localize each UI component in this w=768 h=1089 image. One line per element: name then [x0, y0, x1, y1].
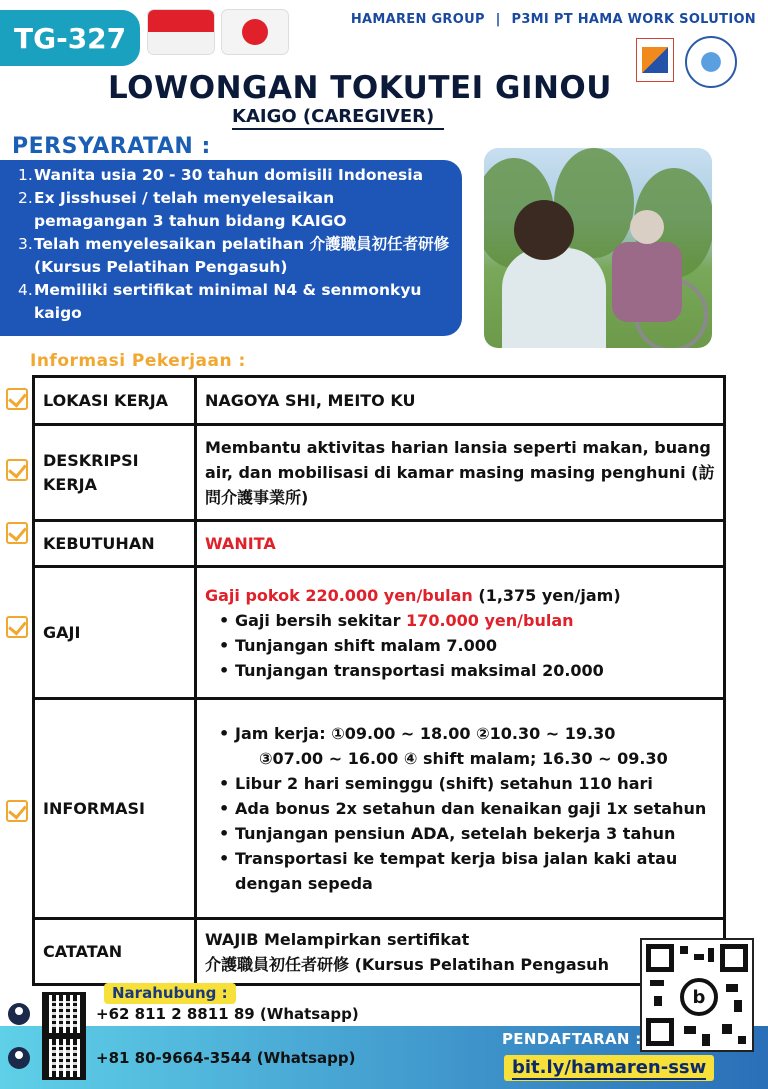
checkbox-icon [6, 388, 28, 410]
information-label: INFORMASI [34, 699, 196, 919]
checkbox-icon [6, 522, 28, 544]
contact-phone[interactable]: +62 811 2 8811 89 (Whatsapp) [96, 1005, 359, 1023]
information-value [196, 699, 725, 919]
salary-value [196, 567, 725, 699]
requirement-item: 2. Ex Jisshusei / telah menyelesaikan pemagangan 3 tahun bidang KAIGO [18, 189, 347, 230]
whatsapp-qr-code[interactable] [42, 1036, 86, 1080]
caregiver-photo [484, 148, 712, 348]
checkbox-icon [6, 800, 28, 822]
company-line [351, 12, 756, 27]
table-row [34, 377, 725, 425]
net-salary: 170.000 yen/bulan [406, 610, 574, 630]
notes-label: CATATAN [34, 919, 196, 985]
indonesia-flag-icon [148, 10, 214, 54]
list-item: • Tunjangan pensiun ADA, setelah bekerja 3 tahun [219, 821, 715, 846]
japan-flag-icon [222, 10, 288, 54]
needs-label: KEBUTUHAN [34, 521, 196, 567]
requirement-item: 3. Telah menyelesaikan pelatihan 介護職員初任者研修 (Kursus Pelatihan Pengasuh) [18, 235, 450, 276]
list-item: • Transportasi ke tempat kerja bisa jalan kaki atau dengan sepeda [219, 846, 715, 896]
location-value: NAGOYA SHI, MEITO KU [196, 377, 725, 425]
list-item: • Ada bonus 2x setahun dan kenaikan gaji 1x setahun [219, 796, 715, 821]
page-subtitle: KAIGO (CAREGIVER) [232, 106, 444, 130]
table-row [34, 425, 725, 521]
description-value: Membantu aktivitas harian lansia seperti makan, buang air, dan mobilisasi di kamar masing masing penghuni (訪問介護事業所) [196, 425, 725, 521]
checkbox-icon [6, 616, 28, 638]
table-row [34, 699, 725, 919]
list-item: • Tunjangan shift malam 7.000 [219, 633, 715, 658]
person-icon [8, 1047, 30, 1069]
notes-value: WAJIB Melampirkan sertifikat 介護職員初任者研修 (Kursus Pelatihan Pengasuh [196, 919, 725, 985]
job-code: TG-327 [14, 21, 127, 55]
company-sub: P3MI PT HAMA WORK SOLUTION [511, 12, 756, 27]
checkbox-icon [6, 459, 28, 481]
registration-link[interactable]: bit.ly/hamaren-ssw [504, 1055, 714, 1081]
contact-label: Narahubung : [104, 983, 236, 1004]
salary-label: GAJI [34, 567, 196, 699]
contact-phone[interactable]: +81 80-9664-3544 (Whatsapp) [96, 1049, 356, 1067]
requirements-list [18, 164, 452, 325]
list-item: • Gaji bersih sekitar 170.000 yen/bulan [219, 608, 715, 633]
company-name: HAMAREN GROUP [350, 12, 485, 27]
list-item: • Tunjangan transportasi maksimal 20.000 [219, 658, 715, 683]
base-salary: Gaji pokok 220.000 yen/bulan [205, 585, 473, 605]
job-info-heading: Informasi Pekerjaan : [30, 351, 246, 371]
whatsapp-qr-code[interactable] [42, 992, 86, 1036]
requirements-heading: PERSYARATAN : [12, 134, 211, 159]
person-icon [8, 1003, 30, 1025]
table-row [34, 567, 725, 699]
contact-row [8, 1036, 355, 1080]
page-title: LOWONGAN TOKUTEI GINOU [108, 70, 612, 106]
needs-value: WANITA [196, 521, 725, 567]
bitly-logo-icon: b [680, 978, 718, 1016]
location-label: LOKASI KERJA [34, 377, 196, 425]
contact-row [8, 992, 359, 1036]
list-item: • Jam kerja: ①09.00 ~ 18.00 ②10.30 ~ 19.30 ③07.00 ~ 16.00 ④ shift malam; 16.30 ~ 09.30 [219, 721, 715, 771]
hourly-rate: (1,375 yen/jam) [472, 585, 621, 605]
table-row [34, 521, 725, 567]
requirements-box [0, 160, 462, 336]
registration-label: PENDAFTARAN : [502, 1030, 642, 1048]
requirement-item: 1. Wanita usia 20 - 30 tahun domisili Indonesia [18, 166, 424, 184]
requirement-item: 4. Memiliki sertifikat minimal N4 & senmonkyu kaigo [18, 281, 422, 322]
table-row [34, 919, 725, 985]
description-label: DESKRIPSI KERJA [34, 425, 196, 521]
company-separator: | [495, 12, 501, 27]
job-info-table [32, 375, 726, 986]
list-item: • Libur 2 hari seminggu (shift) setahun 110 hari [219, 771, 715, 796]
job-code-badge [0, 10, 140, 66]
registration-qr-code[interactable] [640, 938, 754, 1052]
